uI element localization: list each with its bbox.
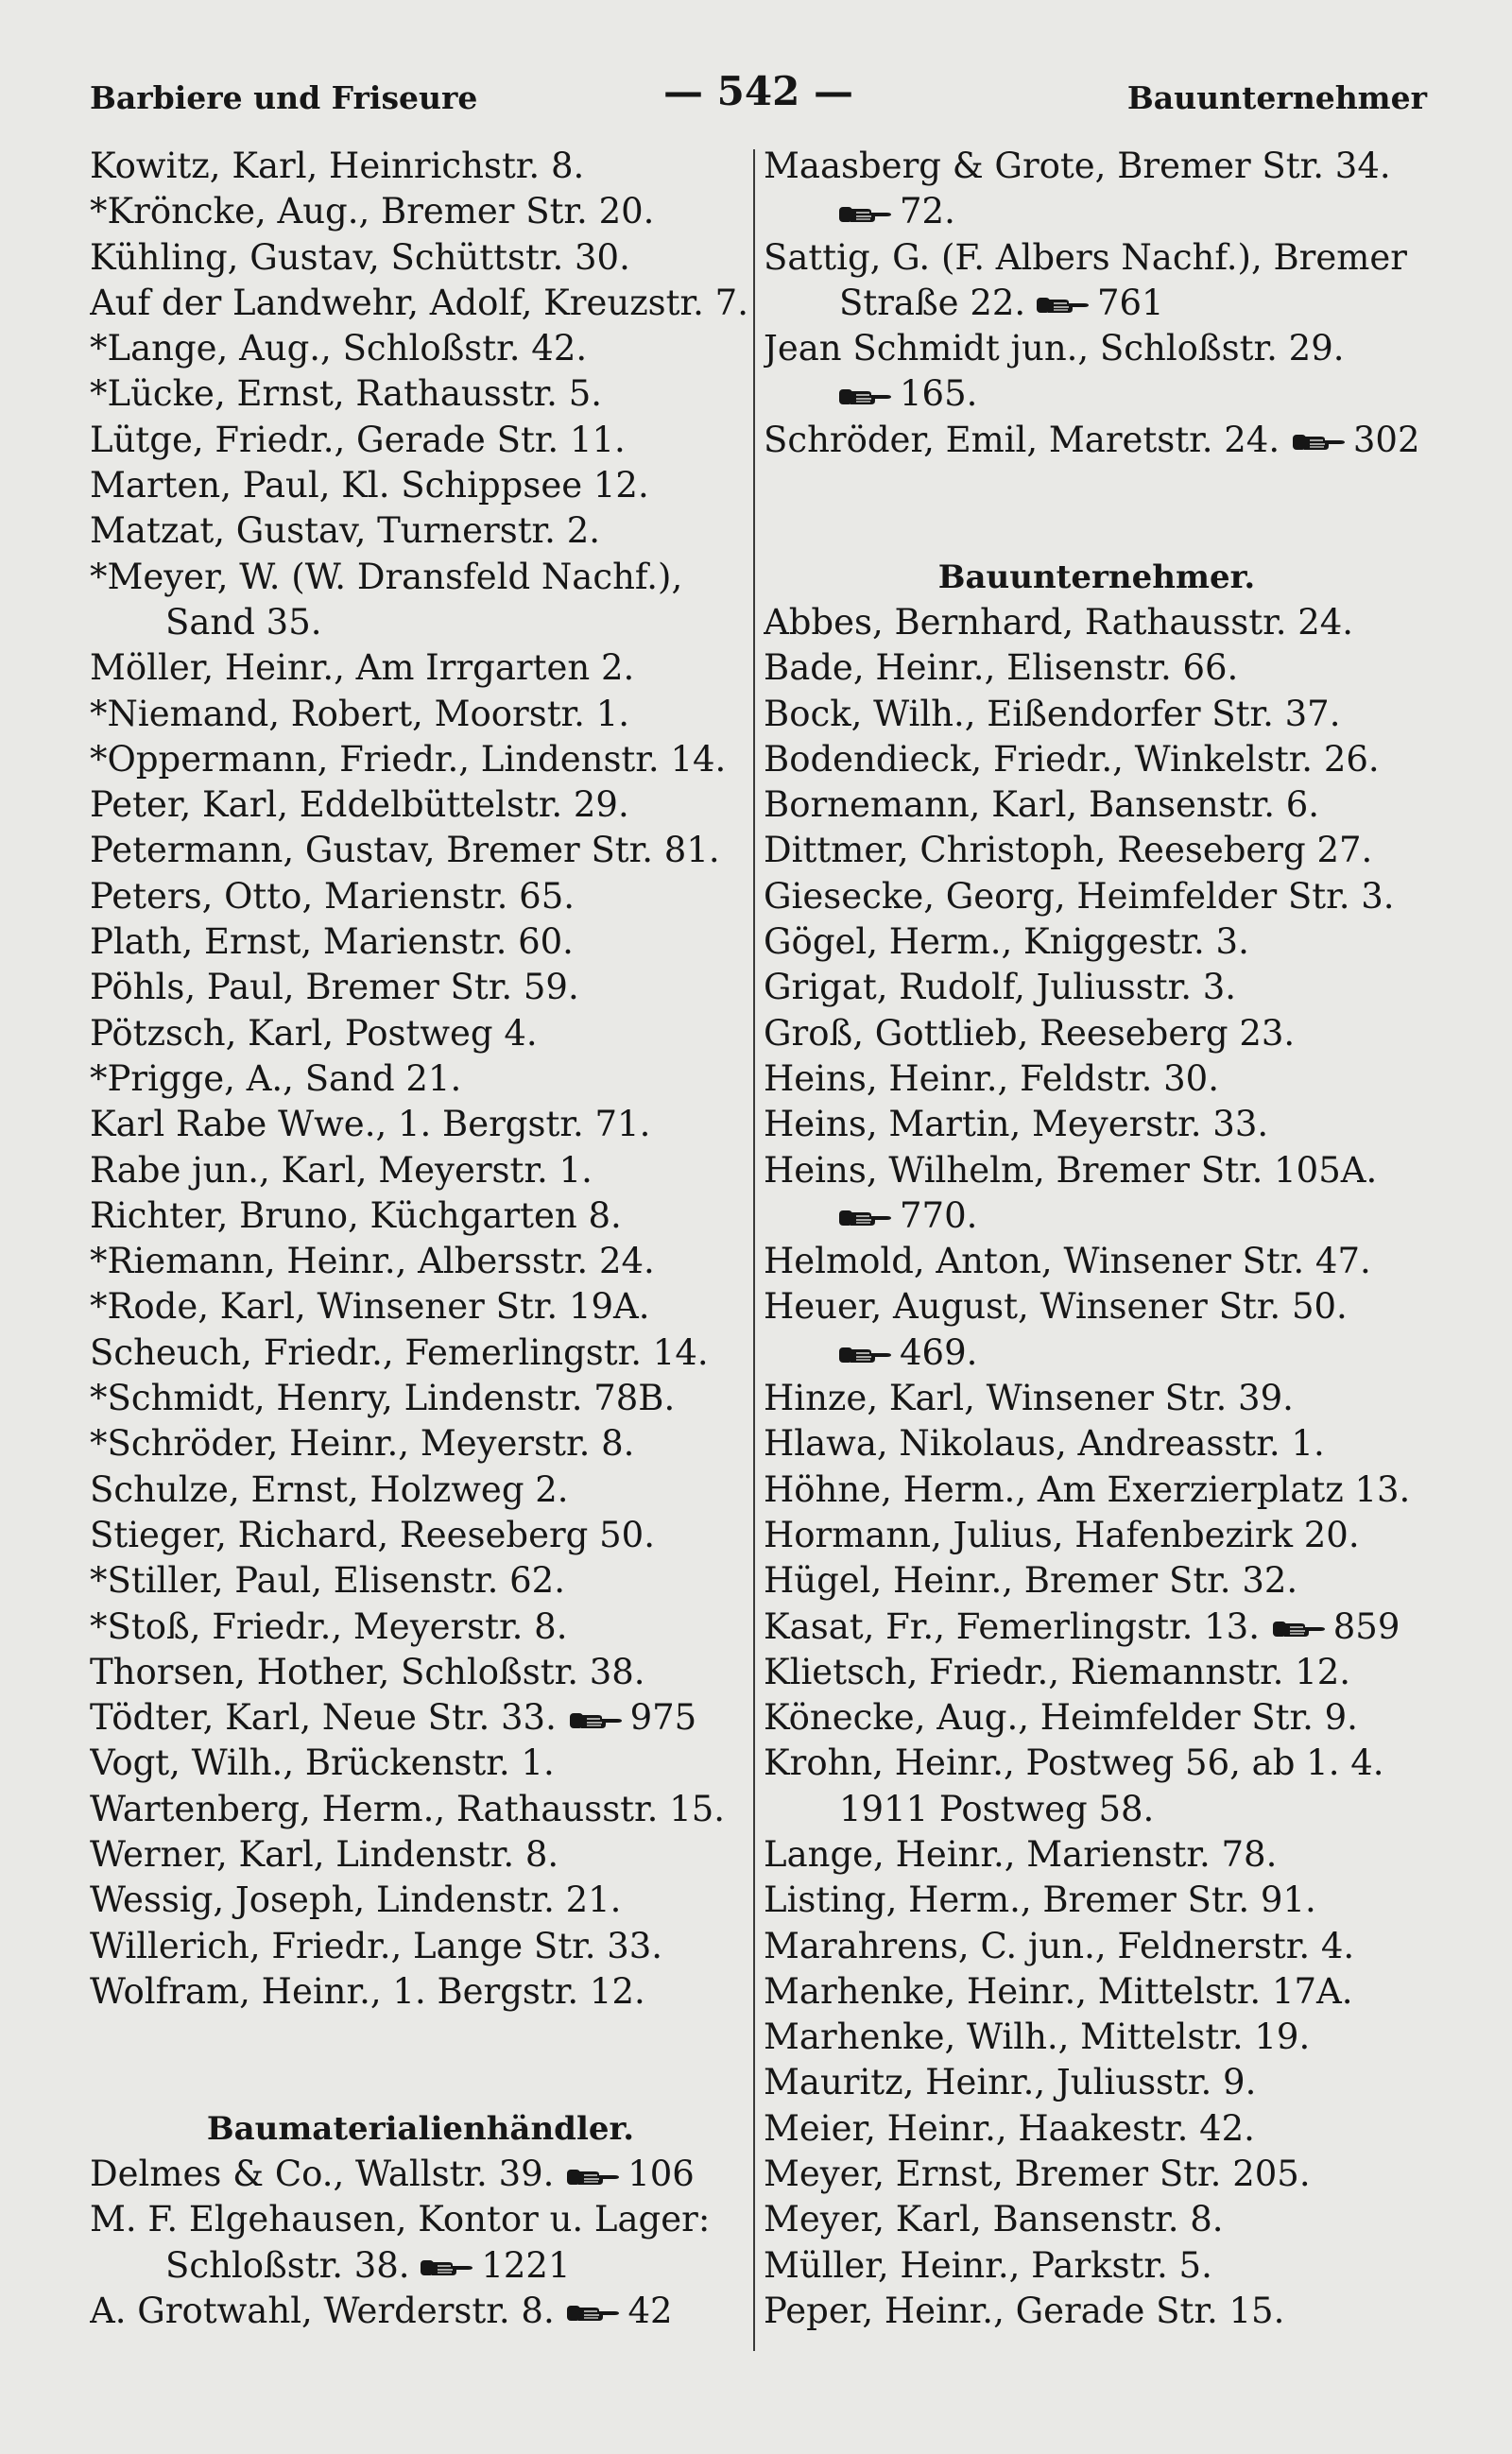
entry-text: *Niemand, Robert, Moorstr. 1. bbox=[90, 693, 630, 734]
entry-text: Pöhls, Paul, Bremer Str. 59. bbox=[90, 967, 579, 1008]
directory-entry bbox=[90, 1193, 751, 1239]
directory-entry bbox=[764, 1741, 1430, 1786]
directory-entry bbox=[764, 2152, 1430, 2197]
entry-text: *Kröncke, Aug., Bremer Str. 20. bbox=[90, 191, 655, 232]
phone-number: 761 bbox=[1096, 282, 1164, 323]
directory-entry bbox=[90, 1969, 751, 2015]
directory-entry bbox=[764, 1695, 1430, 1741]
directory-entry bbox=[764, 2197, 1430, 2242]
directory-entry bbox=[764, 2106, 1430, 2152]
directory-entry bbox=[764, 1513, 1430, 1558]
section-heading bbox=[90, 2106, 751, 2152]
blank-line bbox=[764, 463, 1430, 508]
directory-entry bbox=[90, 1741, 751, 1786]
directory-entry bbox=[90, 281, 751, 326]
entry-text: Müller, Heinr., Parkstr. 5. bbox=[764, 2244, 1212, 2286]
directory-entry bbox=[90, 965, 751, 1010]
entry-text: M. F. Elgehausen, Kontor u. Lager: bbox=[90, 2199, 711, 2240]
entry-text: Mauritz, Heinr., Juliusstr. 9. bbox=[764, 2062, 1257, 2103]
entry-text: Giesecke, Georg, Heimfelder Str. 3. bbox=[764, 875, 1395, 917]
entry-text: Stieger, Richard, Reeseberg 50. bbox=[90, 1514, 655, 1555]
left-column bbox=[90, 144, 751, 2334]
directory-entry: 770. bbox=[764, 1193, 1430, 1239]
directory-entry bbox=[90, 1330, 751, 1376]
directory-entry bbox=[90, 1148, 751, 1193]
entry-text: Karl Rabe Wwe., 1. Bergstr. 71. bbox=[90, 1104, 651, 1145]
entry-text: Grigat, Rudolf, Juliusstr. 3. bbox=[764, 967, 1237, 1008]
directory-entry bbox=[90, 1832, 751, 1878]
directory-entry: 469. bbox=[764, 1330, 1430, 1376]
directory-entry bbox=[764, 919, 1430, 965]
entry-text: Matzat, Gustav, Turnerstr. 2. bbox=[90, 510, 601, 552]
entry-text: Tödter, Karl, Neue Str. 33. bbox=[90, 1697, 557, 1739]
directory-entry bbox=[90, 463, 751, 508]
directory-entry bbox=[90, 1695, 751, 1741]
entry-text: Sand 35. bbox=[165, 601, 322, 643]
entry-text: Gögel, Herm., Kniggestr. 3. bbox=[764, 921, 1249, 963]
entry-text: Bornemann, Karl, Bansenstr. 6. bbox=[764, 784, 1320, 826]
entry-text: *Meyer, W. (W. Dransfeld Nachf.), bbox=[90, 556, 683, 597]
directory-entry bbox=[764, 1832, 1430, 1878]
entry-text: Kowitz, Karl, Heinrichstr. 8. bbox=[90, 146, 585, 186]
telephone-icon bbox=[839, 1345, 892, 1365]
entry-text: Wessig, Joseph, Lindenstr. 21. bbox=[90, 1879, 622, 1921]
directory-entry bbox=[90, 1421, 751, 1467]
entry-text: Plath, Ernst, Marienstr. 60. bbox=[90, 921, 574, 963]
blank-line bbox=[90, 2060, 751, 2105]
entry-text: Richter, Bruno, Küchgarten 8. bbox=[90, 1194, 622, 1236]
directory-entry bbox=[764, 1650, 1430, 1695]
entry-text: Dittmer, Christoph, Reeseberg 27. bbox=[764, 830, 1373, 871]
entry-text: Peters, Otto, Marienstr. 65. bbox=[90, 875, 575, 917]
blank-line bbox=[90, 2015, 751, 2060]
telephone-icon bbox=[421, 2257, 473, 2278]
entry-text: *Oppermann, Friedr., Lindenstr. 14. bbox=[90, 738, 727, 780]
entry-text: Schulze, Ernst, Holzweg 2. bbox=[90, 1468, 569, 1510]
entry-text: *Lücke, Ernst, Rathausstr. 5. bbox=[90, 373, 603, 415]
entry-text: Könecke, Aug., Heimfelder Str. 9. bbox=[764, 1697, 1358, 1739]
entry-text: Straße 22. bbox=[839, 282, 1026, 323]
directory-entry bbox=[90, 2243, 751, 2289]
entry-text: Marhenke, Heinr., Mittelstr. 17A. bbox=[764, 1970, 1353, 2012]
directory-entry bbox=[90, 1467, 751, 1513]
directory-entry bbox=[90, 692, 751, 737]
directory-entry bbox=[90, 1284, 751, 1330]
phone-number: 42 bbox=[627, 2290, 673, 2331]
directory-entry bbox=[764, 1969, 1430, 2015]
phone-number: 72 bbox=[900, 191, 945, 232]
entry-text: Wolfram, Heinr., 1. Bergstr. 12. bbox=[90, 1970, 645, 2012]
blank-line bbox=[764, 508, 1430, 554]
section-heading bbox=[764, 555, 1430, 600]
page-number: — 542 — bbox=[663, 68, 853, 114]
entry-text: Lange, Heinr., Marienstr. 78. bbox=[764, 1833, 1278, 1875]
telephone-icon bbox=[567, 2303, 620, 2324]
directory-entry bbox=[90, 508, 751, 554]
phone-number: 859 bbox=[1332, 1605, 1400, 1647]
directory-entry bbox=[90, 1787, 751, 1832]
entry-text: Rabe jun., Karl, Meyerstr. 1. bbox=[90, 1149, 593, 1191]
entry-text: *Schröder, Heinr., Meyerstr. 8. bbox=[90, 1423, 635, 1465]
entry-text: Schloßstr. 38. bbox=[165, 2244, 410, 2286]
directory-entry bbox=[90, 371, 751, 417]
entry-text: Marten, Paul, Kl. Schippsee 12. bbox=[90, 465, 649, 506]
directory-entry bbox=[764, 2289, 1430, 2334]
directory-entry bbox=[764, 1924, 1430, 1969]
directory-entry bbox=[90, 235, 751, 281]
directory-entry bbox=[764, 1558, 1430, 1604]
entry-text: Maasberg & Grote, Bremer Str. 34. bbox=[764, 146, 1391, 186]
directory-entry bbox=[90, 874, 751, 919]
entry-text: Jean Schmidt jun., Schloßstr. 29. bbox=[764, 328, 1345, 369]
directory-entry bbox=[90, 645, 751, 691]
entry-text: Meyer, Karl, Bansenstr. 8. bbox=[764, 2199, 1224, 2240]
entry-text: Klietsch, Friedr., Riemannstr. 12. bbox=[764, 1651, 1351, 1692]
telephone-icon bbox=[839, 204, 892, 225]
entry-text: *Prigge, A., Sand 21. bbox=[90, 1057, 462, 1099]
telephone-icon bbox=[839, 1208, 892, 1228]
directory-entry bbox=[764, 2060, 1430, 2105]
directory-entry bbox=[764, 1376, 1430, 1421]
entry-text: *Schmidt, Henry, Lindenstr. 78B. bbox=[90, 1378, 676, 1419]
directory-entry bbox=[90, 1102, 751, 1147]
telephone-icon bbox=[1273, 1619, 1326, 1639]
directory-entry bbox=[764, 828, 1430, 873]
directory-entry bbox=[764, 1605, 1430, 1650]
section-heading-text: Bauunternehmer. bbox=[937, 558, 1256, 596]
telephone-icon bbox=[839, 386, 892, 407]
entry-text: Schröder, Emil, Maretstr. 24. bbox=[764, 419, 1280, 460]
entry-text: Wartenberg, Herm., Rathausstr. 15. bbox=[90, 1788, 726, 1829]
entry-text: Marhenke, Wilh., Mittelstr. 19. bbox=[764, 2016, 1311, 2058]
entry-text: Sattig, G. (F. Albers Nachf.), Bremer bbox=[764, 236, 1407, 278]
directory-entry bbox=[90, 144, 751, 189]
directory-entry bbox=[764, 2015, 1430, 2060]
directory-entry bbox=[90, 1011, 751, 1056]
directory-entry bbox=[90, 2152, 751, 2197]
entry-text: *Riemann, Heinr., Albersstr. 24. bbox=[90, 1241, 655, 1282]
telephone-icon bbox=[1293, 432, 1346, 453]
entry-text: Krohn, Heinr., Postweg 56, ab 1. 4. bbox=[764, 1742, 1384, 1784]
directory-entry bbox=[764, 737, 1430, 782]
directory-entry bbox=[90, 1513, 751, 1558]
entry-text: Bade, Heinr., Elisenstr. 66. bbox=[764, 647, 1239, 689]
entry-text: Kühling, Gustav, Schüttstr. 30. bbox=[90, 236, 630, 278]
entry-text: Delmes & Co., Wallstr. 39. bbox=[90, 2154, 555, 2195]
entry-text: Bodendieck, Friedr., Winkelstr. 26. bbox=[764, 738, 1380, 780]
directory-entry bbox=[90, 418, 751, 463]
directory-entry bbox=[90, 828, 751, 873]
directory-entry bbox=[764, 2243, 1430, 2289]
header-left-section: Barbiere und Friseure bbox=[90, 79, 478, 116]
entry-text: Heins, Martin, Meyerstr. 33. bbox=[764, 1104, 1269, 1145]
directory-entry bbox=[90, 1376, 751, 1421]
entry-text: Groß, Gottlieb, Reeseberg 23. bbox=[764, 1012, 1296, 1054]
directory-entry: 165. bbox=[764, 371, 1430, 417]
entry-text: Helmold, Anton, Winsener Str. 47. bbox=[764, 1241, 1371, 1282]
directory-entry bbox=[764, 782, 1430, 828]
directory-entry bbox=[90, 1558, 751, 1604]
phone-number: 302 bbox=[1352, 419, 1420, 460]
directory-entry bbox=[764, 418, 1430, 463]
entry-text: Meyer, Ernst, Bremer Str. 205. bbox=[764, 2154, 1311, 2195]
section-heading-text: Baumaterialienhändler. bbox=[206, 2109, 635, 2148]
phone-number: 1221 bbox=[481, 2244, 571, 2286]
directory-entry bbox=[90, 737, 751, 782]
entry-text: Petermann, Gustav, Bremer Str. 81. bbox=[90, 830, 720, 871]
entry-text: Vogt, Wilh., Brückenstr. 1. bbox=[90, 1742, 555, 1784]
directory-entry bbox=[90, 1056, 751, 1102]
directory-entry bbox=[764, 1056, 1430, 1102]
entry-text: Heins, Wilhelm, Bremer Str. 105A. bbox=[764, 1149, 1378, 1191]
directory-entry bbox=[764, 1421, 1430, 1467]
entry-text: Heins, Heinr., Feldstr. 30. bbox=[764, 1057, 1219, 1099]
entry-text: Möller, Heinr., Am Irrgarten 2. bbox=[90, 647, 635, 689]
directory-entry bbox=[90, 2197, 751, 2242]
directory-entry bbox=[90, 1650, 751, 1695]
directory-entry bbox=[90, 1239, 751, 1284]
directory-entry bbox=[90, 600, 751, 645]
entry-text: Thorsen, Hother, Schloßstr. 38. bbox=[90, 1651, 645, 1692]
phone-number: 165 bbox=[900, 373, 967, 415]
directory-entry bbox=[764, 1011, 1430, 1056]
entry-text: Marahrens, C. jun., Feldnerstr. 4. bbox=[764, 1925, 1355, 1966]
directory-entry bbox=[764, 1787, 1430, 1832]
directory-entry bbox=[764, 326, 1430, 371]
directory-entry bbox=[90, 326, 751, 371]
entry-text: Scheuch, Friedr., Femerlingstr. 14. bbox=[90, 1331, 709, 1373]
directory-entry bbox=[90, 555, 751, 600]
entry-text: Listing, Herm., Bremer Str. 91. bbox=[764, 1879, 1316, 1921]
entry-text: Peter, Karl, Eddelbüttelstr. 29. bbox=[90, 784, 629, 826]
entry-text: A. Grotwahl, Werderstr. 8. bbox=[90, 2290, 555, 2331]
directory-entry bbox=[764, 1284, 1430, 1330]
phone-number: 106 bbox=[627, 2154, 695, 2195]
entry-text: Abbes, Bernhard, Rathausstr. 24. bbox=[764, 601, 1354, 643]
entry-text: Hinze, Karl, Winsener Str. 39. bbox=[764, 1378, 1294, 1419]
entry-text: Willerich, Friedr., Lange Str. 33. bbox=[90, 1925, 663, 1966]
directory-entry bbox=[764, 144, 1430, 189]
directory-entry bbox=[764, 1878, 1430, 1923]
entry-text: Höhne, Herm., Am Exerzierplatz 13. bbox=[764, 1468, 1411, 1510]
directory-entry bbox=[764, 1239, 1430, 1284]
entry-text: Hügel, Heinr., Bremer Str. 32. bbox=[764, 1560, 1298, 1602]
entry-text: Meier, Heinr., Haakestr. 42. bbox=[764, 2107, 1255, 2149]
directory-entry bbox=[90, 1878, 751, 1923]
telephone-icon bbox=[570, 1710, 623, 1731]
entry-text: *Stoß, Friedr., Meyerstr. 8. bbox=[90, 1605, 568, 1647]
column-divider bbox=[753, 149, 755, 2351]
entry-text: *Stiller, Paul, Elisenstr. 62. bbox=[90, 1560, 565, 1602]
directory-entry: 72. bbox=[764, 189, 1430, 234]
entry-text: Hlawa, Nikolaus, Andreasstr. 1. bbox=[764, 1423, 1325, 1465]
directory-entry bbox=[764, 600, 1430, 645]
entry-text: Hormann, Julius, Hafenbezirk 20. bbox=[764, 1514, 1360, 1555]
directory-entry bbox=[764, 1467, 1430, 1513]
page-header bbox=[90, 68, 1427, 125]
directory-entry bbox=[90, 2289, 751, 2334]
phone-number: 770 bbox=[900, 1194, 967, 1236]
entry-text: 1911 Postweg 58. bbox=[839, 1788, 1155, 1829]
entry-text: Peper, Heinr., Gerade Str. 15. bbox=[764, 2290, 1285, 2331]
phone-number: 469 bbox=[900, 1331, 967, 1373]
directory-entry bbox=[90, 1924, 751, 1969]
right-column bbox=[764, 144, 1430, 2334]
directory-entry bbox=[90, 189, 751, 234]
entry-text: *Rode, Karl, Winsener Str. 19A. bbox=[90, 1286, 650, 1328]
entry-text: Lütge, Friedr., Gerade Str. 11. bbox=[90, 419, 626, 460]
directory-entry bbox=[90, 919, 751, 965]
directory-entry bbox=[764, 645, 1430, 691]
directory-entry bbox=[764, 874, 1430, 919]
directory-entry bbox=[764, 1102, 1430, 1147]
entry-text: Werner, Karl, Lindenstr. 8. bbox=[90, 1833, 559, 1875]
entry-text: *Lange, Aug., Schloßstr. 42. bbox=[90, 328, 588, 369]
telephone-icon bbox=[1037, 295, 1090, 316]
directory-entry bbox=[764, 965, 1430, 1010]
telephone-icon bbox=[567, 2167, 620, 2188]
directory-entry bbox=[764, 235, 1430, 281]
entry-text: Pötzsch, Karl, Postweg 4. bbox=[90, 1012, 538, 1054]
directory-entry bbox=[764, 1148, 1430, 1193]
directory-entry bbox=[90, 782, 751, 828]
phone-number: 975 bbox=[629, 1697, 697, 1739]
header-right-section: Bauunternehmer bbox=[1126, 79, 1427, 116]
entry-text: Kasat, Fr., Femerlingstr. 13. bbox=[764, 1605, 1260, 1647]
entry-text: Heuer, August, Winsener Str. 50. bbox=[764, 1286, 1348, 1328]
directory-entry bbox=[90, 1605, 751, 1650]
entry-text: Auf der Landwehr, Adolf, Kreuzstr. 7. bbox=[90, 282, 748, 323]
entry-text: Bock, Wilh., Eißendorfer Str. 37. bbox=[764, 693, 1341, 734]
directory-entry bbox=[764, 281, 1430, 326]
directory-entry bbox=[764, 692, 1430, 737]
